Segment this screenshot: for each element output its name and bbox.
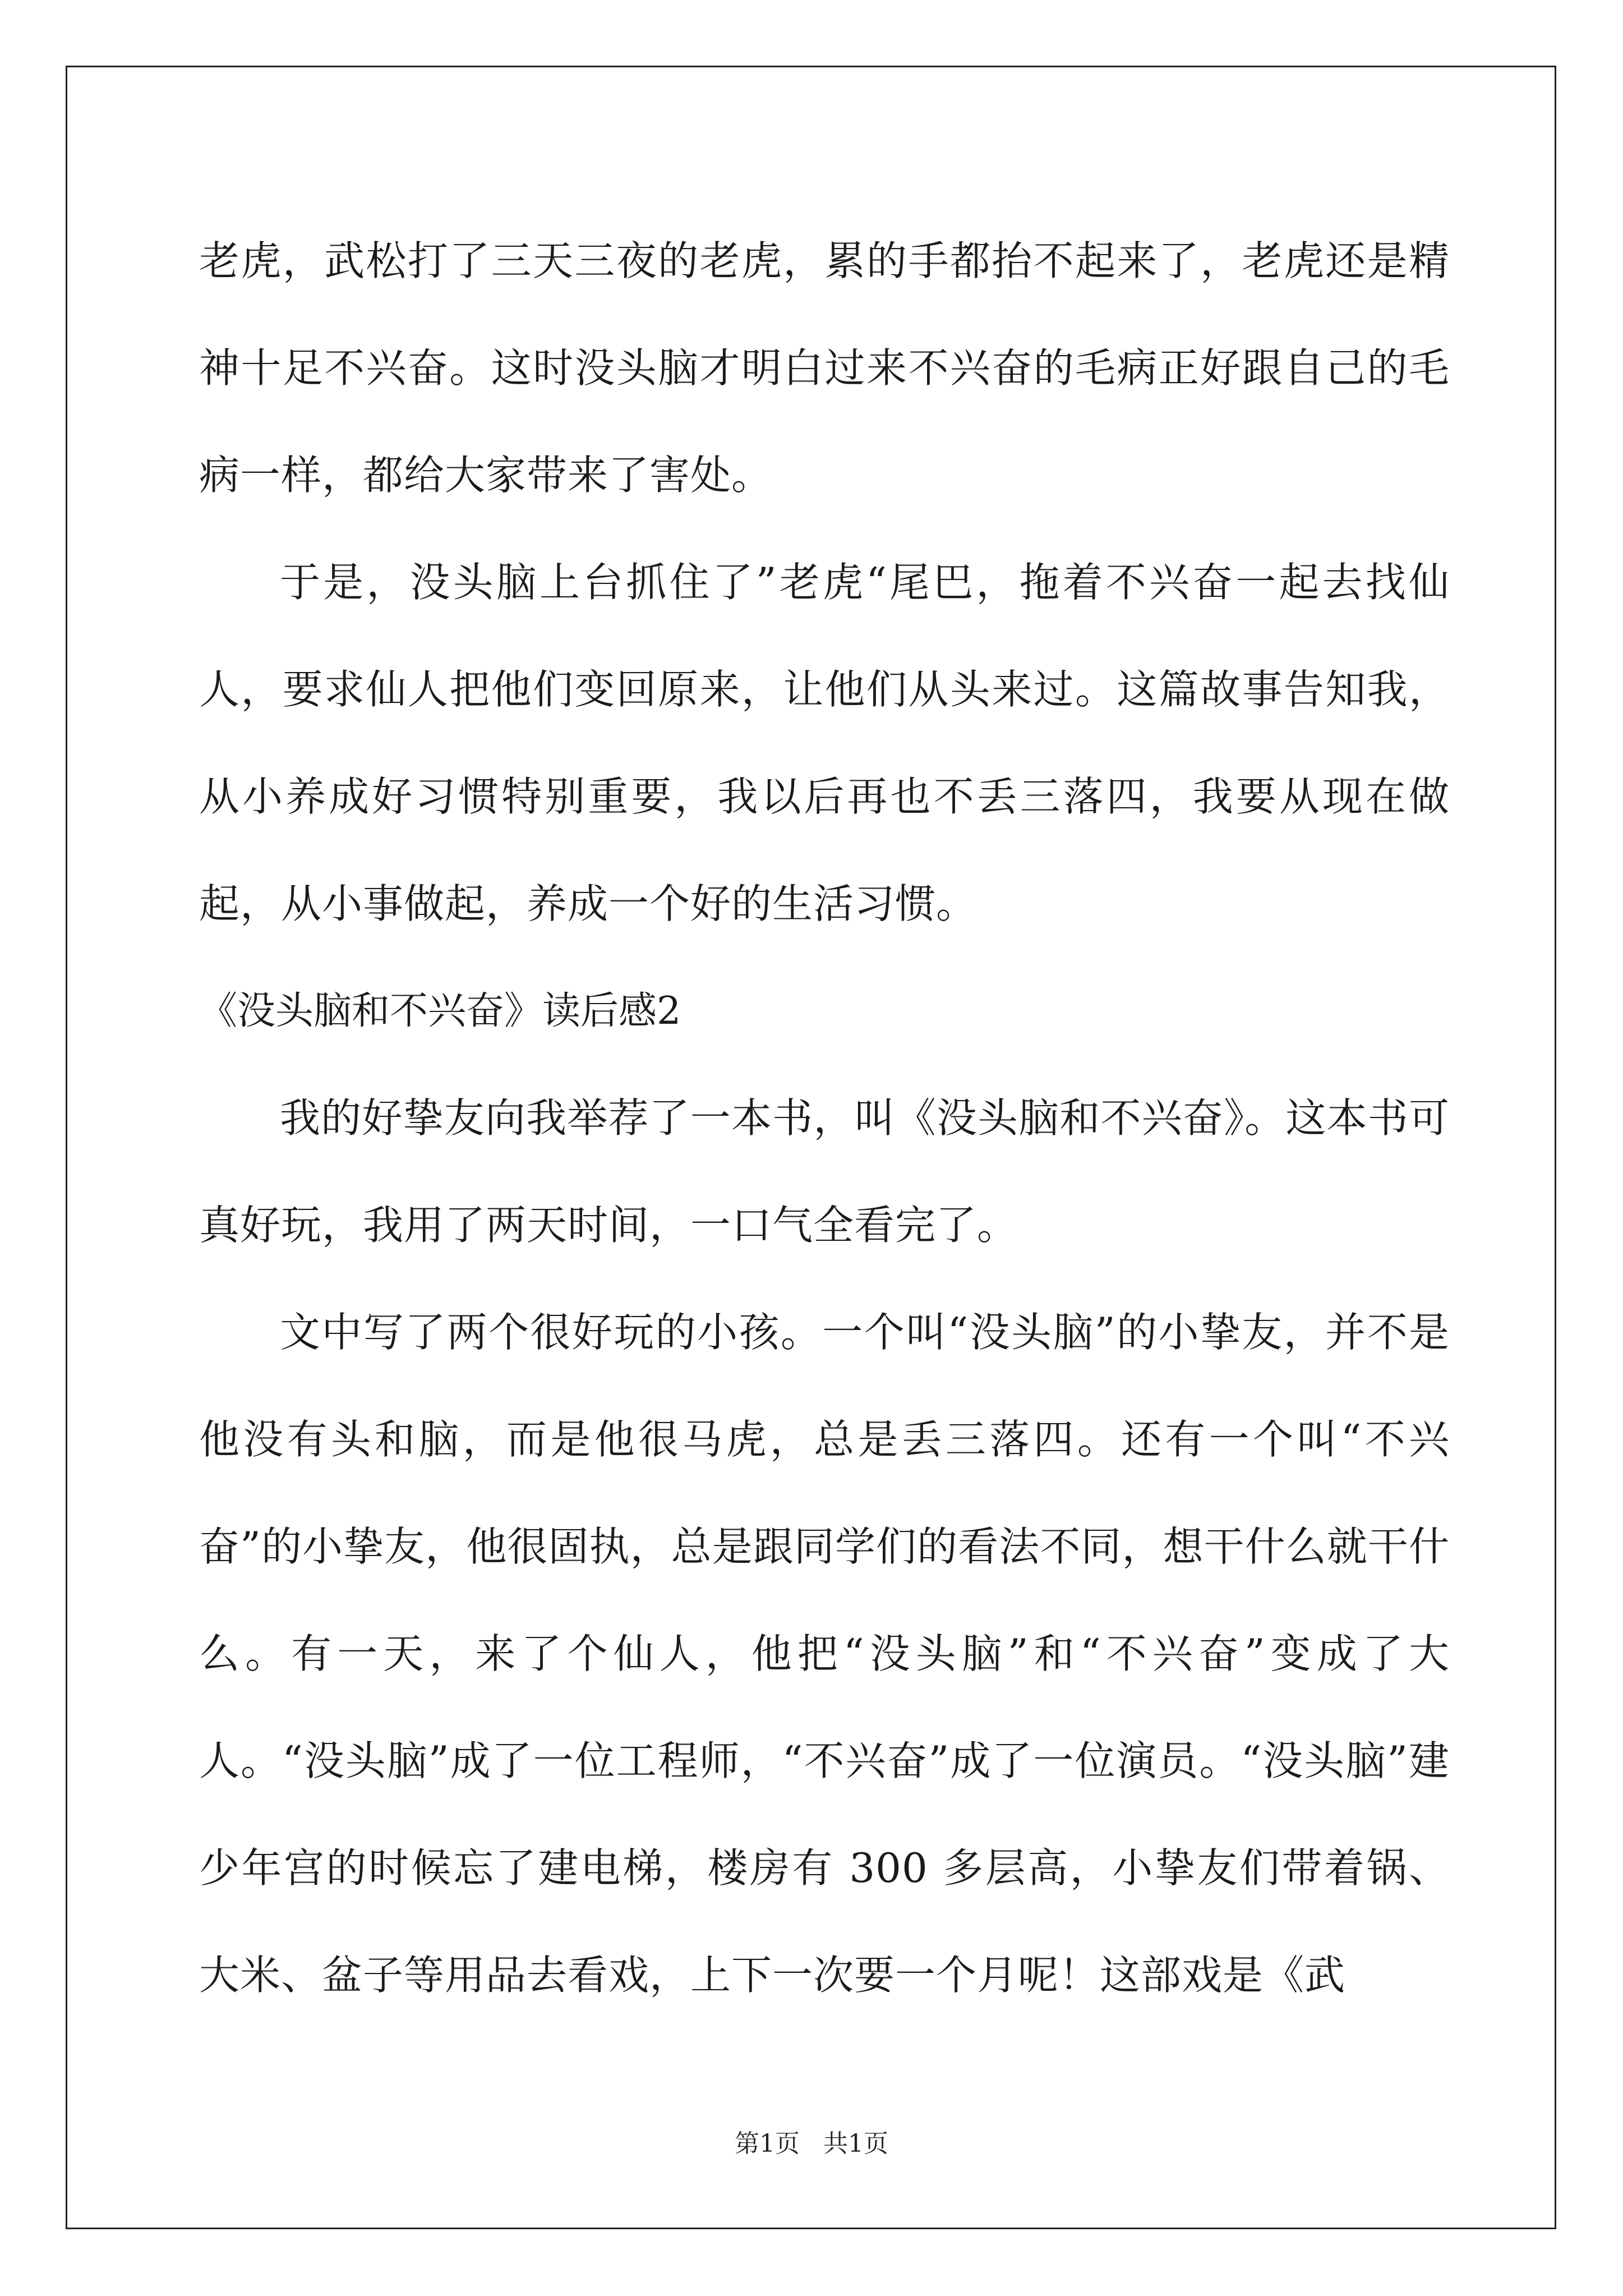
paragraph-3: 我的好挚友向我举荐了一本书，叫《没头脑和不兴奋》。这本书可真好玩，我用了两天时间，一口气全看完了。 (199, 1094, 1450, 1249)
page-footer: 第1页 共1页 (735, 2129, 888, 2158)
paragraph-4: 文中写了两个很好玩的小孩。一个叫“没头脑”的小挚友，并不是他没有头和脑，而是他很马虎，总是丢三落四。还有一个叫“不兴奋”的小挚友，他很固执，总是跟同学们的看法不同，想干什么就干什么。有一天，来了个仙人，他把“没头脑”和“不兴奋”变成了大人。“没头脑”成了一位工程师，“不兴奋”成了一位演员。“没头脑”建少年宫的时候忘了建电梯，楼房有 300 多层高，小挚友们带着锅、大米、盆子等用品去看戏，上下一次要一个月呢！这部戏是《武 (199, 1309, 1450, 1999)
document-body (199, 208, 1450, 2029)
paragraph-2: 于是，没头脑上台抓住了”老虎“尾巴，拖着不兴奋一起去找仙人，要求仙人把他们变回原来，让他们从头来过。这篇故事告知我，从小养成好习惯特别重要，我以后再也不丢三落四，我要从现在做起，从小事做起，养成一个好的生活习惯。 (199, 559, 1450, 927)
paragraph-1: 老虎，武松打了三天三夜的老虎，累的手都抬不起来了，老虎还是精神十足不兴奋。这时没头脑才明白过来不兴奋的毛病正好跟自己的毛病一样，都给大家带来了害处。 (199, 237, 1450, 499)
section-heading: 《没头脑和不兴奋》读后感2 (199, 989, 681, 1033)
